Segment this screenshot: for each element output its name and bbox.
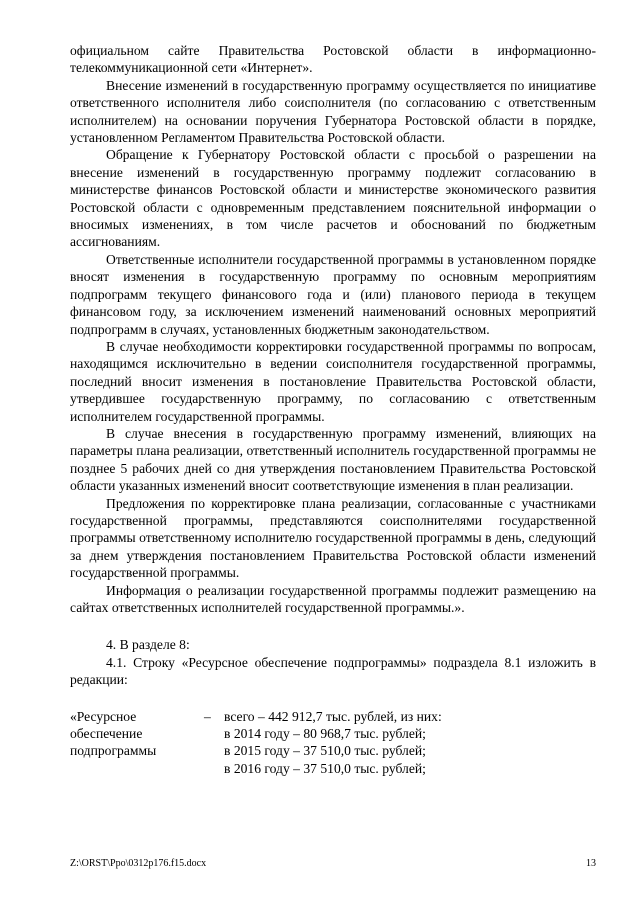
paragraph-7: Предложения по корректировке плана реализации, согласованные с участниками государственной программы, представляются соисполнителями государственной программы ответственному исполнителю государственной программы в день, следующий за днем утверждения постановлением Правительства Ростовской области изменений государственной программы. [70, 495, 596, 581]
resource-value-2014: в 2014 году – 80 968,7 тыс. рублей; [224, 726, 426, 742]
paragraph-3: Обращение к Губернатору Ростовской области с просьбой о разрешении на внесение изменений в государственную программу подлежит согласованию в министерстве финансов Ростовской области и министерстве экономического развития Ростовской области с одновременным представлением пояснительной информации о вносимых изменениях, в том числе расчетов и обоснований по бюджетным ассигнованиям. [70, 147, 596, 250]
subsection-text: 4.1. Строку «Ресурсное обеспечение подпрограммы» подраздела 8.1 изложить в редакции: [70, 654, 596, 688]
footer-file-path: Z:\ORST\Ppo\0312p176.f15.docx [70, 858, 207, 869]
paragraph-1: официальном сайте Правительства Ростовской области в информационно-телекоммуникационной сети «Интернет». [70, 43, 596, 76]
resource-table-values [218, 708, 596, 778]
page-footer [70, 858, 596, 869]
resource-label-line-3: подпрограммы [70, 743, 157, 759]
resource-label-line-2: обеспечение [70, 726, 143, 742]
section-heading: 4. В разделе 8: [106, 637, 190, 653]
resource-value-total: всего – 442 912,7 тыс. рублей, из них: [224, 708, 442, 724]
document-body [70, 42, 596, 777]
resource-value-2016: в 2016 году – 37 510,0 тыс. рублей; [224, 760, 426, 776]
paragraph-2: Внесение изменений в государственную программу осуществляется по инициативе ответственного исполнителя либо соисполнителя (по согласованию с ответственным исполнителем) на основании поручения Губернатора Ростовской области в порядке, установленном Регламентом Правительства Ростовской области. [70, 77, 596, 146]
footer-page-number: 13 [586, 858, 596, 869]
resource-value-2015: в 2015 году – 37 510,0 тыс. рублей; [224, 743, 426, 759]
paragraph-4: Ответственные исполнители государственной программы в установленном порядке вносят изменения в государственную программу по основным мероприятиям подпрограмм текущего финансового года и (или) планового периода в текущем финансовом году, за исключением изменений наименований основных мероприятий подпрограмм в случаях, установленных бюджетным законодательством. [70, 251, 596, 337]
paragraph-6: В случае внесения в государственную программу изменений, влияющих на параметры плана реализации, ответственный исполнитель государственной программы не позднее 5 рабочих дней со дня утверждения постановлением Правительства Ростовской области указанных изменений вносит соответствующие изменения в план реализации. [70, 425, 596, 494]
resource-table-label [70, 708, 198, 778]
resource-table [70, 708, 596, 778]
paragraph-8: Информация о реализации государственной программы подлежит размещению на сайтах ответственных исполнителей государственной программы.». [70, 582, 596, 615]
paragraph-5: В случае необходимости корректировки государственной программы по вопросам, находящимся исключительно в ведении соисполнителя государственной программы, последний вносит изменения в постановление Правительства Ростовской области, утвердившее государственную программу, по согласованию с ответственным исполнителем государственной программы. [70, 338, 596, 424]
resource-label-line-1: «Ресурсное [70, 708, 137, 724]
resource-table-dash: – [204, 708, 211, 724]
